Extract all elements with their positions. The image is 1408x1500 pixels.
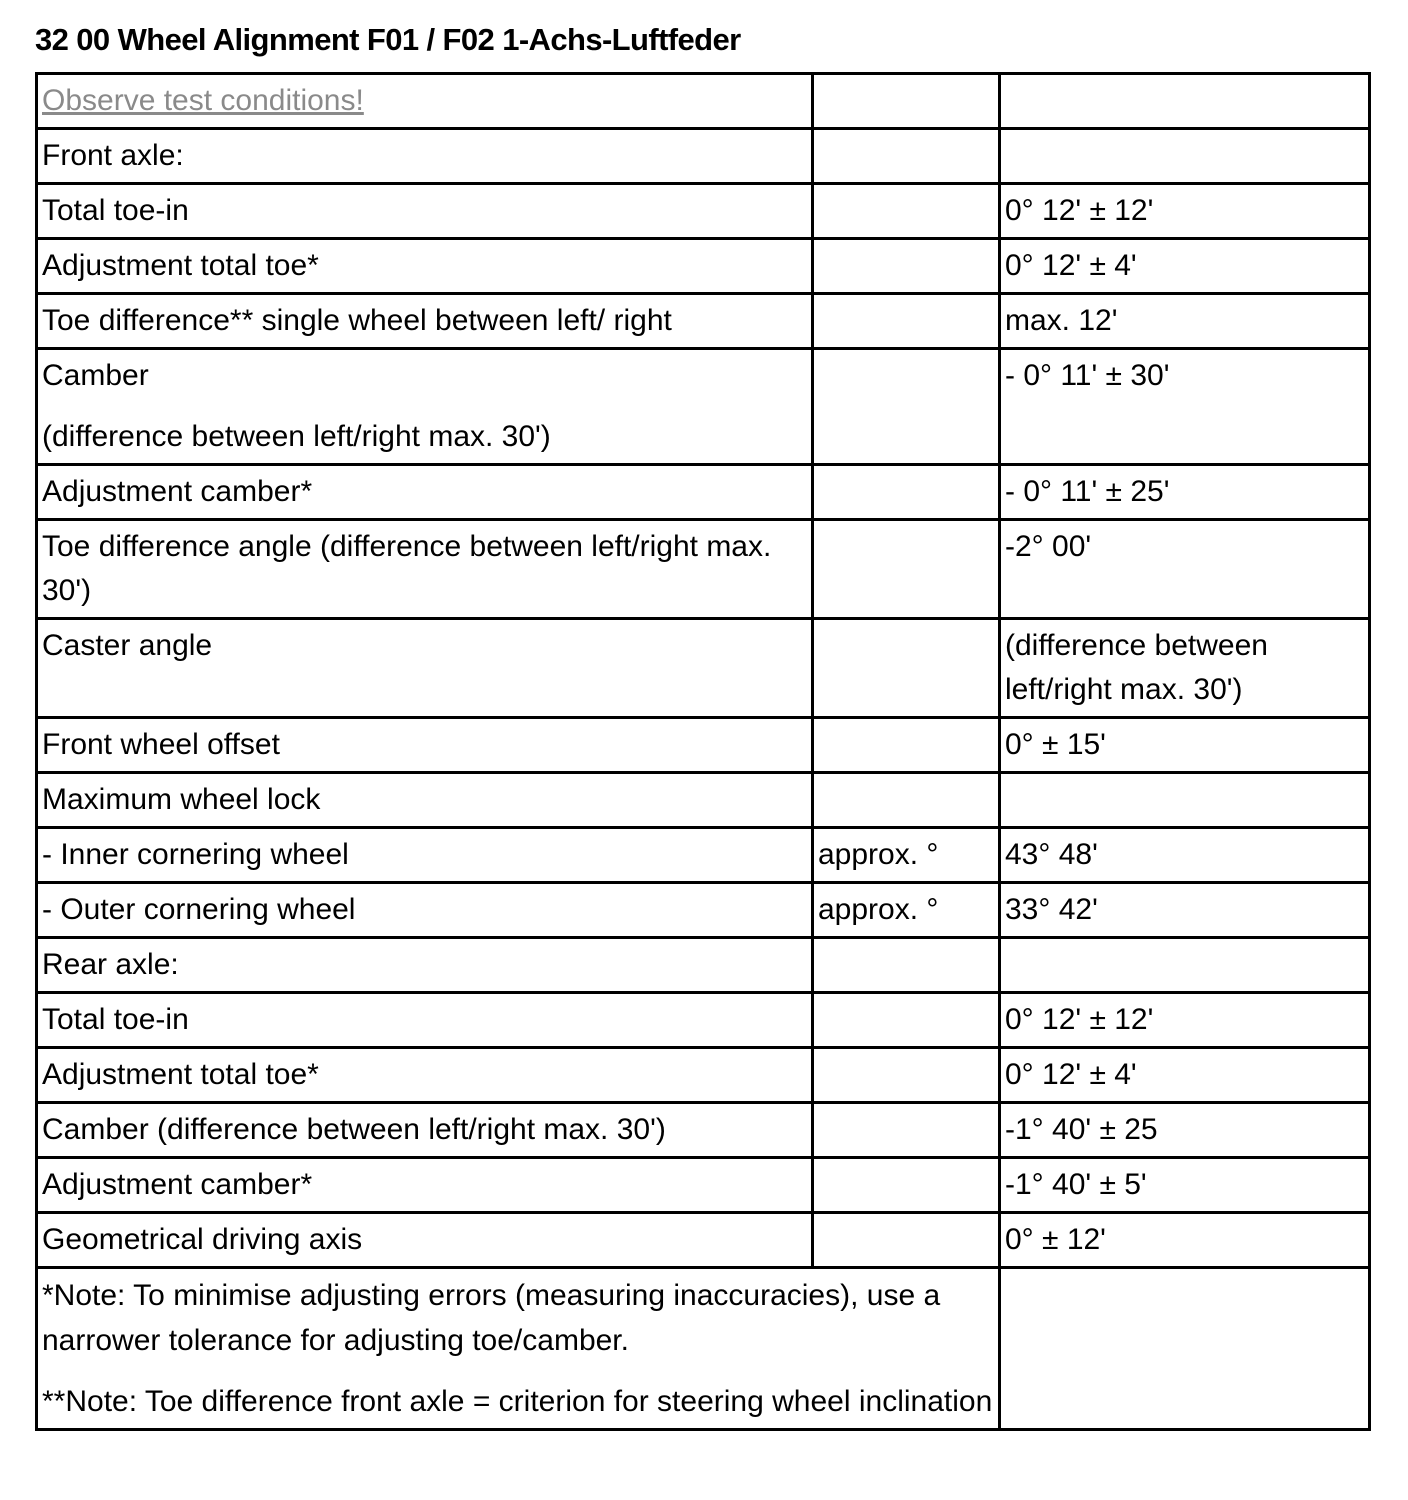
label-cell: Adjustment camber* — [37, 1158, 813, 1213]
table-row — [37, 520, 1370, 619]
value-cell: 0° ± 15' — [1000, 718, 1370, 773]
label-cell — [37, 349, 813, 465]
note-toe-difference: **Note: Toe difference front axle = criterion for steering wheel inclination — [42, 1385, 993, 1418]
value-cell: (difference between left/right max. 30') — [1000, 619, 1370, 718]
unit-cell — [813, 294, 1000, 349]
table-row — [37, 1213, 1370, 1268]
label-cell: Total toe-in — [37, 184, 813, 239]
table-row — [37, 828, 1370, 883]
table-row — [37, 1158, 1370, 1213]
label-cell: Rear axle: — [37, 938, 813, 993]
label-cell: - Inner cornering wheel — [37, 828, 813, 883]
notes-cell — [37, 1268, 1000, 1430]
unit-cell: approx. ° — [813, 828, 1000, 883]
camber-label: Camber — [42, 359, 149, 392]
unit-cell — [813, 938, 1000, 993]
unit-cell — [813, 520, 1000, 619]
unit-cell — [813, 1048, 1000, 1103]
table-row — [37, 349, 1370, 465]
table-row — [37, 938, 1370, 993]
notes-row — [37, 1268, 1370, 1430]
note-adjusting-errors: *Note: To minimise adjusting errors (measuring inaccuracies), use a narrower tolerance for adjusting toe/camber. — [42, 1279, 941, 1357]
value-cell: -1° 40' ± 25 — [1000, 1103, 1370, 1158]
value-cell — [1000, 74, 1370, 129]
label-cell — [37, 74, 813, 129]
value-cell: 43° 48' — [1000, 828, 1370, 883]
wheel-alignment-table — [35, 72, 1371, 1431]
table-row — [37, 129, 1370, 184]
unit-cell — [813, 74, 1000, 129]
value-cell: max. 12' — [1000, 294, 1370, 349]
table-row — [37, 1048, 1370, 1103]
value-cell: 0° 12' ± 4' — [1000, 239, 1370, 294]
label-cell: Maximum wheel lock — [37, 773, 813, 828]
label-cell: Toe difference angle (difference between left/right max. 30') — [37, 520, 813, 619]
value-cell: -2° 00' — [1000, 520, 1370, 619]
label-cell: Geometrical driving axis — [37, 1213, 813, 1268]
value-cell: -1° 40' ± 5' — [1000, 1158, 1370, 1213]
unit-cell — [813, 239, 1000, 294]
unit-cell — [813, 1213, 1000, 1268]
unit-cell — [813, 619, 1000, 718]
value-cell — [1000, 773, 1370, 828]
table-row — [37, 773, 1370, 828]
label-cell: - Outer cornering wheel — [37, 883, 813, 938]
unit-cell — [813, 184, 1000, 239]
label-cell: Adjustment total toe* — [37, 239, 813, 294]
unit-cell — [813, 465, 1000, 520]
label-cell: Camber (difference between left/right max. 30') — [37, 1103, 813, 1158]
value-cell: - 0° 11' ± 30' — [1000, 349, 1370, 465]
label-cell: Adjustment total toe* — [37, 1048, 813, 1103]
camber-label-note: (difference between left/right max. 30') — [42, 420, 551, 453]
unit-cell — [813, 1158, 1000, 1213]
test-conditions-link[interactable]: Observe test conditions! — [42, 84, 364, 117]
table-row — [37, 239, 1370, 294]
value-cell: 0° 12' ± 4' — [1000, 1048, 1370, 1103]
value-cell — [1000, 938, 1370, 993]
unit-cell — [813, 718, 1000, 773]
value-cell: 0° 12' ± 12' — [1000, 993, 1370, 1048]
label-cell: Adjustment camber* — [37, 465, 813, 520]
table-row — [37, 1103, 1370, 1158]
page-title: 32 00 Wheel Alignment F01 / F02 1-Achs-Luftfeder — [35, 22, 741, 57]
unit-cell — [813, 349, 1000, 465]
unit-cell — [813, 1103, 1000, 1158]
unit-cell — [813, 993, 1000, 1048]
table-row — [37, 294, 1370, 349]
value-cell — [1000, 1268, 1370, 1430]
value-cell — [1000, 129, 1370, 184]
value-cell: 0° 12' ± 12' — [1000, 184, 1370, 239]
table-row — [37, 718, 1370, 773]
value-cell: - 0° 11' ± 25' — [1000, 465, 1370, 520]
table-row — [37, 883, 1370, 938]
table-row — [37, 993, 1370, 1048]
table-row — [37, 184, 1370, 239]
label-cell: Front wheel offset — [37, 718, 813, 773]
table-row — [37, 74, 1370, 129]
table-row — [37, 465, 1370, 520]
value-cell: 0° ± 12' — [1000, 1213, 1370, 1268]
label-cell: Front axle: — [37, 129, 813, 184]
value-cell: 33° 42' — [1000, 883, 1370, 938]
unit-cell: approx. ° — [813, 883, 1000, 938]
table-row — [37, 619, 1370, 718]
label-cell: Toe difference** single wheel between left/ right — [37, 294, 813, 349]
label-cell: Caster angle — [37, 619, 813, 718]
label-cell: Total toe-in — [37, 993, 813, 1048]
unit-cell — [813, 129, 1000, 184]
unit-cell — [813, 773, 1000, 828]
